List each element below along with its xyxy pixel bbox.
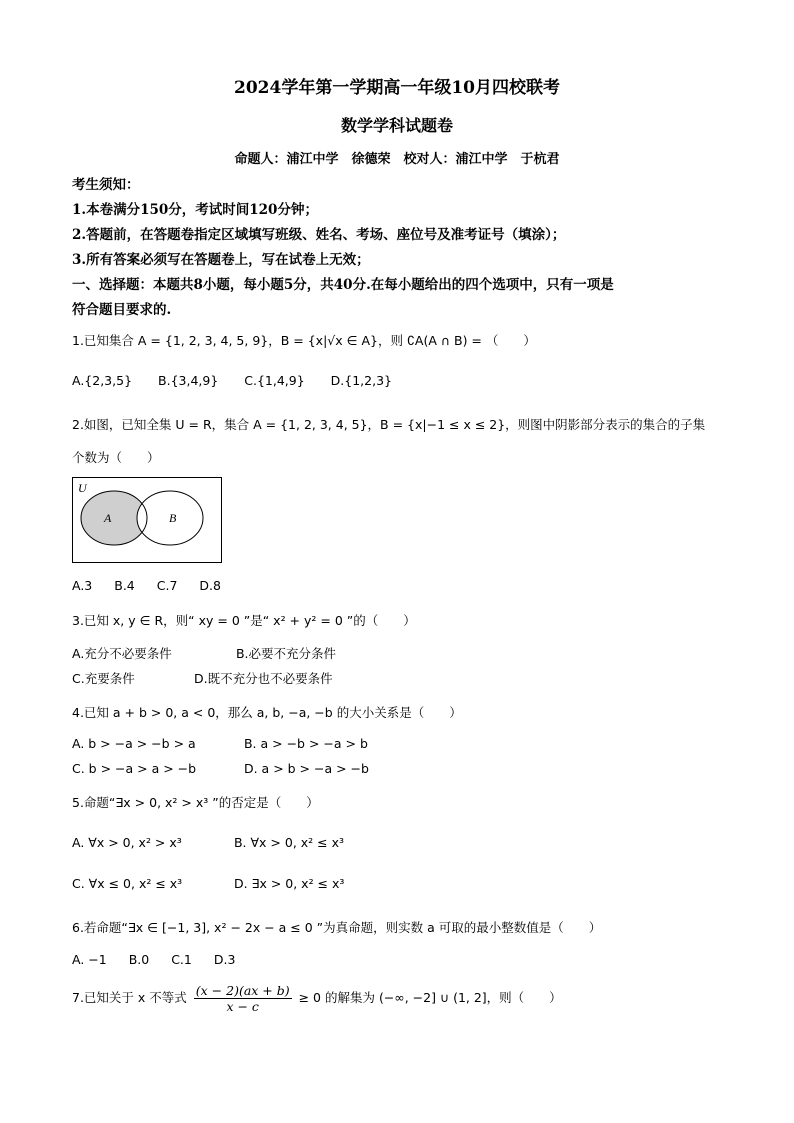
- q5-option-d: D. ∃x > 0, x² ≤ x³: [233, 876, 345, 891]
- venn-label-b: B: [169, 511, 177, 525]
- section1-line1: 一、选择题：本题共8小题，每小题5分，共40分.在每小题给出的四个选项中，只有一项是: [72, 277, 614, 293]
- exam-title: 2024学年第一学期高一年级10月四校联考: [234, 78, 560, 98]
- q6-stem: 6.若命题“∃x ∈ [−1, 3], x² − 2x − a ≤ 0 ”为真命题，则实数 a 可取的最小整数值是（ ）: [72, 920, 602, 935]
- venn-diagram: [72, 477, 222, 563]
- q6-option-a: A. −1: [72, 952, 107, 967]
- q1-stem: 1.已知集合 A = {1, 2, 3, 4, 5, 9}，B = {x|√x ∈ A}，则 ∁A(A ∩ B) = （ ）: [72, 333, 536, 348]
- section1-line2: 符合题目要求的.: [72, 302, 172, 318]
- q2-options: [72, 578, 243, 593]
- q7-prefix: 7.已知关于 x 不等式: [72, 990, 187, 1005]
- q4-option-b: B. a > −b > −a > b: [243, 736, 368, 751]
- q5-option-a: A. ∀x > 0, x² > x³: [72, 835, 182, 850]
- q4-stem: 4.已知 a + b > 0, a < 0，那么 a, b, −a, −b 的大小关系是（ ）: [72, 705, 462, 720]
- q6-options: [72, 952, 257, 967]
- q2-option-b: B.4: [114, 578, 135, 593]
- q1-option-d: D.{1,2,3}: [330, 373, 392, 388]
- q5-options-row2: [72, 876, 366, 891]
- q1-option-b: B.{3,4,9}: [158, 373, 219, 388]
- q5-stem: 5.命题“∃x > 0, x² > x³ ”的否定是（ ）: [72, 795, 319, 810]
- venn-label-u: U: [78, 481, 87, 495]
- notice-heading: 考生须知：: [72, 177, 140, 193]
- q2-option-c: C.7: [156, 578, 178, 593]
- q3-option-b: B.必要不充分条件: [235, 646, 337, 661]
- q1-option-c: C.{1,4,9}: [244, 373, 305, 388]
- q3-options-row2: [72, 669, 355, 687]
- q4-option-a: A. b > −a > −b > a: [72, 736, 196, 751]
- q1-options: [72, 373, 414, 388]
- q4-options-row1: [72, 736, 390, 751]
- q5-option-b: B. ∀x > 0, x² ≤ x³: [233, 835, 345, 850]
- venn-label-a: A: [104, 511, 112, 525]
- q3-option-d: D.既不充分也不必要条件: [193, 671, 333, 686]
- q3-options-row1: [72, 644, 358, 662]
- q7-fraction: [194, 983, 292, 1014]
- q3-option-c: C.充要条件: [72, 671, 135, 686]
- q3-stem: 3.已知 x, y ∈ R，则“ xy = 0 ”是“ x² + y² = 0 ”的（ ）: [72, 613, 416, 628]
- notice-item-2: 2.答题前，在答题卷指定区域填写班级、姓名、考场、座位号及准考证号（填涂）；: [72, 227, 566, 243]
- q1-option-a: A.{2,3,5}: [72, 373, 133, 388]
- authors-line: 命题人：浦江中学 徐德荣 校对人：浦江中学 于杭君: [234, 152, 560, 167]
- q6-option-b: B.0: [128, 952, 150, 967]
- q2-option-d: D.8: [199, 578, 221, 593]
- notice-item-1: 1.本卷满分150分，考试时间120分钟；: [72, 202, 318, 218]
- q7-suffix: ≥ 0 的解集为 (−∞, −2] ∪ (1, 2]，则（ ）: [298, 990, 562, 1005]
- notice-item-3: 3.所有答案必须写在答题卷上，写在试卷上无效；: [72, 252, 370, 268]
- q6-option-d: D.3: [213, 952, 236, 967]
- q5-options-row1: [72, 835, 366, 850]
- q2-stem-2: 个数为（ ）: [72, 450, 160, 465]
- q5-option-c: C. ∀x ≤ 0, x² ≤ x³: [72, 876, 183, 891]
- q7-numerator: (x − 2)(ax + b): [195, 983, 290, 998]
- q2-option-a: A.3: [72, 578, 93, 593]
- q7-denominator: x − c: [226, 999, 259, 1014]
- exam-subtitle: 数学学科试题卷: [340, 116, 453, 135]
- q7-stem: [72, 983, 562, 1014]
- q4-option-d: D. a > b > −a > −b: [243, 761, 369, 776]
- q6-option-c: C.1: [171, 952, 192, 967]
- q4-options-row2: [72, 761, 391, 776]
- q4-option-c: C. b > −a > a > −b: [72, 761, 197, 776]
- q3-option-a: A.充分不必要条件: [72, 646, 172, 661]
- q2-stem-1: 2.如图，已知全集 U = R，集合 A = {1, 2, 3, 4, 5}，B = {x|−1 ≤ x ≤ 2}，则图中阴影部分表示的集合的子集: [72, 417, 706, 432]
